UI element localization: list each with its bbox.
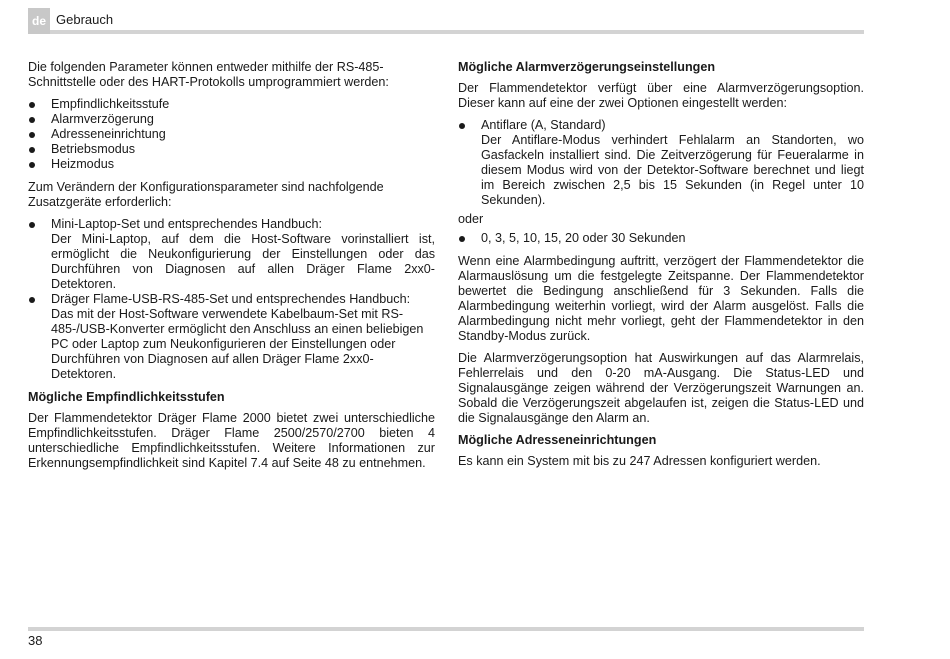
or-text: oder [458,212,484,226]
device-item-usb-set [28,292,435,382]
section-title: Gebrauch [56,12,114,27]
sensitivity-text: Der Flammendetektor Dräger Flame 2000 bietet zwei unterschiedliche Empfindlichkeitsstufen. Dräger Flame 2500/2570/2700 bieten 4 unterschiedliche Empfindlichkeitsstufen. Weitere Informationen zur Erkennungsempfindlichkeit sind Kapitel 7.4 auf Seite 48 zu entnehmen. [28,411,435,470]
right-column [458,60,864,476]
header-divider [50,30,864,34]
device-item-mini-laptop [28,217,435,292]
list-item: Betriebsmodus [28,142,435,157]
list-item-seconds: 0, 3, 5, 10, 15, 20 oder 30 Sekunden [458,231,864,246]
seconds-options-list [458,231,864,246]
device-title: Mini-Laptop-Set und entsprechendes Handbuch: [51,217,322,231]
list-item-antiflare [458,118,864,208]
alarm-paragraph-2: Die Alarmverzögerungsoption hat Auswirkungen auf das Alarmrelais, Fehlerrelais und den 0-20 mA-Ausgang. Die Status-LED und Signalausgänge zeigen während der Verzögerungszeit Warnungen an. Sobald die Verzögerungszeit abgelaufen ist, zeigen die Status-LED und die Signalausgänge den Alarm an. [458,351,864,425]
device-description: Der Mini-Laptop, auf dem die Host-Software vorinstalliert ist, ermöglicht die Neukonfigurierung der Einstellungen oder das Durchführen von Diagnosen auf allen Dräger Flame 2xx0-Detektoren. [51,232,435,291]
list-item: Adresseneinrichtung [28,127,435,142]
devices-list [28,217,435,382]
sensitivity-heading: Mögliche Empfindlichkeitsstufen [28,390,225,404]
params-intro: Die folgenden Parameter können entweder mithilfe der RS-485-Schnittstelle oder des HART-Protokolls umprogrammiert werden: [28,60,389,89]
address-heading: Mögliche Adresseneinrichtungen [458,433,657,447]
page-number: 38 [28,633,43,648]
device-description: Das mit der Host-Software verwendete Kabelbaum-Set mit RS-485-/USB-Konverter ermöglicht den Anschluss an einen beliebigen PC oder Laptop zum Neukonfigurieren der Einstellungen oder Durchführen von Diagnosen auf allen Dräger Flame 2xx0-Detektoren. [51,307,424,381]
params-list [28,97,435,172]
antiflare-title: Antiflare (A, Standard) [481,118,606,132]
alarm-paragraph-1: Wenn eine Alarmbedingung auftritt, verzögert der Flammendetektor die Alarmauslösung um die festgelegte Zeitspanne. Der Flammendetektor bewertet die Bedingung anschließend für 3 Sekunden. Falls die Alarmbedingung weiterhin vorliegt, wird der Alarm ausgelöst. Falls die Alarmbedingung nicht mehr vorliegt, geht der Flammendetektor in den Standby-Modus zurück. [458,254,864,343]
device-title: Dräger Flame-USB-RS-485-Set und entsprechendes Handbuch: [51,292,411,306]
config-intro: Zum Verändern der Konfigurationsparameter sind nachfolgende Zusatzgeräte erforderlich: [28,180,384,209]
list-item: Empfindlichkeitsstufe [28,97,435,112]
language-badge: de [28,8,50,34]
alarm-intro: Der Flammendetektor verfügt über eine Alarmverzögerungsoption. Dieser kann auf eine der zwei Optionen eingestellt werden: [458,81,864,110]
list-item: Heizmodus [28,157,435,172]
footer-divider [28,627,864,631]
alarm-heading: Mögliche Alarmverzögerungseinstellungen [458,60,716,74]
left-column [28,60,435,478]
address-text: Es kann ein System mit bis zu 247 Adressen konfiguriert werden. [458,454,821,468]
list-item: Alarmverzögerung [28,112,435,127]
antiflare-description: Der Antiflare-Modus verhindert Fehlalarm an Standorten, wo Gasfackeln installiert sind. Die Zeitverzögerung für Feueralarme in diesem Modus wird von der Detektor-Software berechnet und liegt im Bereich zwischen 2,5 bis 15 Sekunden (in Regel unter 10 Sekunden). [481,133,864,207]
alarm-options-list [458,118,864,208]
